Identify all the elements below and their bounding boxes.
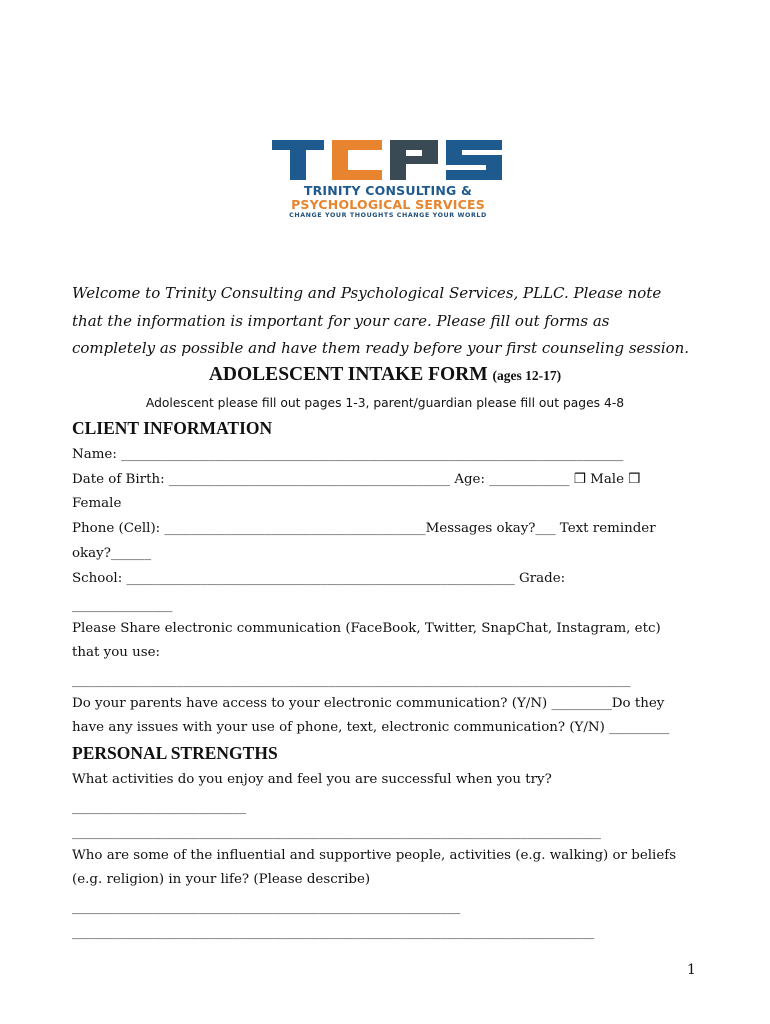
page-number: 1 bbox=[687, 962, 696, 978]
welcome-paragraph bbox=[72, 280, 712, 363]
electronic-communication-question: Please Share electronic communication (FaceBook, Twitter, SnapChat, Instagram, etc) bbox=[72, 621, 661, 636]
phone-field[interactable]: Phone (Cell): _______________________________________Messages okay?___ Text reminder bbox=[72, 521, 656, 536]
text-reminder-field[interactable]: okay?______ bbox=[72, 546, 152, 561]
sex-option-female[interactable]: Female bbox=[72, 496, 122, 511]
electronic-communication-question-cont: that you use: bbox=[72, 645, 161, 660]
parent-access-question[interactable]: Do your parents have access to your electronic communication? (Y/N) _________Do they bbox=[72, 696, 665, 711]
activities-question: What activities do you enjoy and feel you are successful when you try? bbox=[72, 772, 552, 787]
phone-use-issues-question[interactable]: have any issues with your use of phone, text, electronic communication? (Y/N) _________ bbox=[72, 720, 670, 735]
welcome-line: completely as possible and have them ready before your first counseling session. bbox=[72, 339, 690, 357]
welcome-line: Welcome to Trinity Consulting and Psychological Services, PLLC. Please note bbox=[72, 284, 662, 302]
supports-question-cont: (e.g. religion) in your life? (Please describe) bbox=[72, 872, 371, 887]
supports-question: Who are some of the influential and supportive people, activities (e.g. walking) or beliefs bbox=[72, 848, 677, 863]
form-title-main: ADOLESCENT INTAKE FORM bbox=[208, 364, 488, 385]
tcps-logo-mark bbox=[270, 138, 506, 182]
supports-answer-line[interactable]: ______________________________________________________________________________ bbox=[72, 925, 595, 940]
logo-line-1: TRINITY CONSULTING & bbox=[303, 183, 473, 198]
form-instructions: Adolescent please fill out pages 1-3, parent/guardian please fill out pages 4-8 bbox=[145, 396, 625, 410]
welcome-line: that the information is important for your care. Please fill out forms as bbox=[72, 311, 610, 330]
client-information-heading: CLIENT INFORMATION bbox=[72, 418, 273, 438]
logo-tagline: CHANGE YOUR THOUGHTS CHANGE YOUR WORLD bbox=[289, 212, 487, 219]
form-title bbox=[0, 364, 770, 386]
electronic-communication-answer[interactable]: _____________________________________________________________________________________ bbox=[72, 673, 631, 688]
supports-answer-line[interactable]: __________________________________________________________ bbox=[72, 900, 461, 915]
tcps-logo bbox=[270, 138, 506, 224]
activities-answer-line[interactable]: _______________________________________________________________________________ bbox=[72, 825, 601, 840]
grade-blank[interactable]: _______________ bbox=[72, 598, 173, 613]
logo-line-2: PSYCHOLOGICAL SERVICES bbox=[291, 197, 485, 212]
form-title-ages: (ages 12-17) bbox=[492, 368, 562, 383]
activities-answer-line[interactable]: __________________________ bbox=[72, 800, 247, 815]
personal-strengths-heading: PERSONAL STRENGTHS bbox=[72, 743, 278, 763]
school-grade-field[interactable]: School: __________________________________________________________ Grade: bbox=[72, 571, 566, 586]
dob-age-sex-field[interactable]: Date of Birth: __________________________________________ Age: ____________ ❒ Male ❒ bbox=[72, 472, 641, 487]
name-field[interactable]: Name: ___________________________________________________________________________ bbox=[72, 447, 624, 462]
